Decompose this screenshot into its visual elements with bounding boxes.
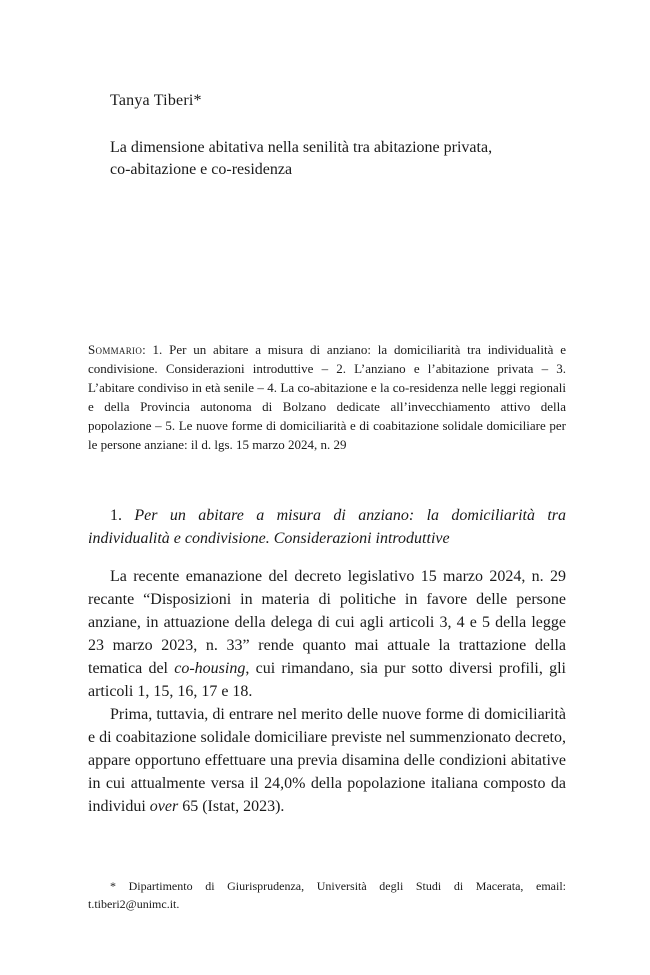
summary-label: Sommario bbox=[88, 342, 143, 357]
footnote-text: Dipartimento di Giurisprudenza, Università degli Studi di Macerata, email: t.tiberi2@unimc.it. bbox=[88, 879, 566, 911]
footnote-mark: * bbox=[110, 879, 116, 893]
article-title bbox=[110, 137, 580, 181]
paragraph-2-emphasis: over bbox=[149, 798, 179, 815]
paragraph-2-text-b: 65 (Istat, 2023). bbox=[178, 798, 285, 815]
section-title: Per un abitare a misura di anziano: la domiciliarità tra individualità e condivisione. Considerazioni introduttive bbox=[88, 507, 567, 547]
paragraph-2-text-a: Prima, tuttavia, di entrare nel merito delle nuove forme di domiciliarità e di coabitazione solidale domiciliare previste nel summenzionato decreto, appare opportuno effettuare una previa disamina delle condizioni abitative in cui attualmente versa il 24,0% della popolazione italiana composto da individui bbox=[88, 706, 566, 815]
paragraph-1-text-a: La recente emanazione del decreto legislativo 15 marzo 2024, n. 29 recante “Disposizioni in materia di politiche in favore delle persone anziane, in attuazione della delega di cui agli articoli 3, 4 e 5 della legge 23 marzo 2023, n. 33” rende quanto mai attuale la trattazione della tematica del bbox=[88, 568, 566, 677]
paragraph-1-text-b: , cui rimandano, sia pur sotto diversi profili, gli articoli 1, 15, 16, 17 e 18. bbox=[88, 660, 567, 700]
article-title-line-1: La dimensione abitativa nella senilità tra abitazione privata, bbox=[110, 139, 493, 156]
body-text bbox=[88, 565, 566, 818]
section-number: 1. bbox=[110, 507, 122, 524]
footnote bbox=[88, 877, 566, 913]
paragraph-2 bbox=[88, 703, 566, 818]
summary-text: : 1. Per un abitare a misura di anziano: la domiciliarità tra individualità e condivisione. Considerazioni introduttive – 2. L’anziano e l’abitazione privata – 3. L’abitare condiviso in età senile – 4. La co-abitazione e la co-residenza nelle leggi regionali e della Provincia autonoma di Bolzano dedicate all’invecchiamento attivo della popolazione – 5. Le nuove forme di domiciliarità e di coabitazione solidale domiciliare per le persone anziane: il d. lgs. 15 marzo 2024, n. 29 bbox=[88, 342, 566, 452]
summary-block bbox=[88, 340, 566, 454]
paragraph-1-emphasis: co-housing bbox=[174, 660, 246, 677]
article-title-line-2: co-abitazione e co-residenza bbox=[110, 161, 293, 178]
paragraph-1 bbox=[88, 565, 566, 703]
author-name: Tanya Tiberi* bbox=[110, 92, 202, 109]
section-heading bbox=[88, 504, 566, 550]
